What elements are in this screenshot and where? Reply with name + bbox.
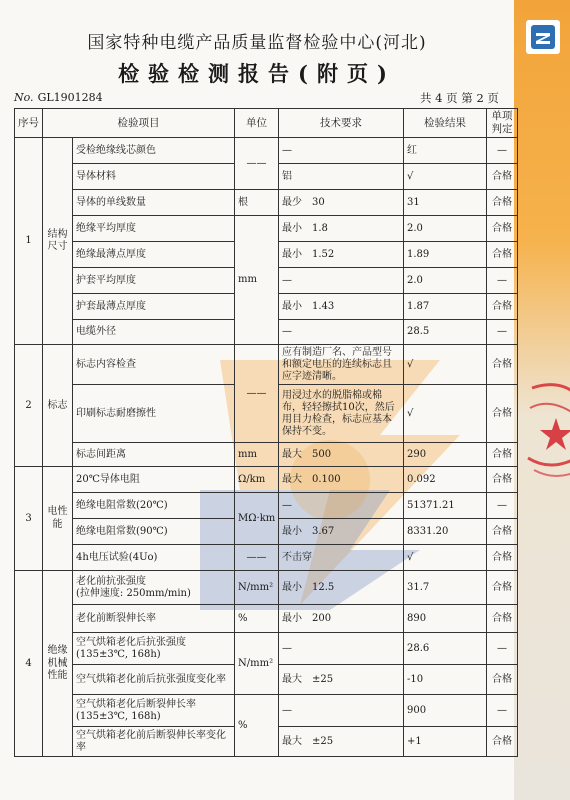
judge-cell: — (487, 695, 518, 727)
req-label: — (282, 326, 292, 338)
header-unit: 单位 (235, 109, 279, 138)
category-line: 尺寸 (47, 241, 68, 253)
req-label: 铝 (282, 170, 292, 182)
req-label: 最小 (282, 525, 302, 537)
req-cell (279, 216, 404, 242)
item-line: 空气烘箱老化后抗张强度 (76, 636, 186, 648)
item-cell: 空气烘箱老化前后抗张强度变化率 (73, 665, 235, 695)
unit-cell: —— (235, 138, 279, 190)
table-row (15, 545, 518, 571)
header-seq: 序号 (15, 109, 43, 138)
group-seq: 2 (15, 345, 43, 467)
side-strip (514, 0, 570, 800)
item-cell (73, 571, 235, 605)
req-cell (279, 320, 404, 345)
req-cell (279, 467, 404, 493)
unit-cell: mm (235, 216, 279, 345)
req-label: — (282, 642, 292, 654)
group-category (43, 138, 73, 345)
item-line: (135±3℃, 168h) (76, 710, 161, 722)
req-cell (279, 242, 404, 268)
judge-cell: 合格 (487, 467, 518, 493)
header-judge-line1: 单项 (491, 110, 513, 122)
req-label: 最小 (282, 581, 302, 593)
judge-cell: 合格 (487, 164, 518, 190)
req-cell (279, 727, 404, 757)
result-cell: 51371.21 (404, 493, 487, 519)
category-line: 机械 (47, 657, 68, 669)
unit-cell: 根 (235, 190, 279, 216)
req-label: 最少 (282, 196, 302, 208)
judge-cell: 合格 (487, 727, 518, 757)
header-result: 检验结果 (404, 109, 487, 138)
req-cell (279, 633, 404, 665)
item-line: (135±3℃, 168h) (76, 648, 161, 660)
req-label: 最大 (282, 673, 302, 685)
group-seq: 3 (15, 467, 43, 571)
req-label: — (282, 144, 292, 156)
item-cell: 标志内容检查 (73, 345, 235, 385)
table-row (15, 216, 518, 242)
judge-cell: 合格 (487, 294, 518, 320)
category-line: 电性 (47, 506, 68, 518)
result-cell: 2.0 (404, 216, 487, 242)
req-cell (279, 493, 404, 519)
req-value: 3.67 (312, 525, 335, 537)
req-cell (279, 545, 404, 571)
item-cell: 导体的单线数量 (73, 190, 235, 216)
req-cell (279, 138, 404, 164)
result-cell: 290 (404, 443, 487, 467)
result-cell: -10 (404, 665, 487, 695)
table-row (15, 190, 518, 216)
group-seq: 1 (15, 138, 43, 345)
item-cell: 绝缘电阻常数(90℃) (73, 519, 235, 545)
header-item: 检验项目 (43, 109, 235, 138)
item-cell: 空气烘箱老化前后断裂伸长率变化率 (73, 727, 235, 757)
judge-cell: — (487, 320, 518, 345)
header-judge-line2: 判定 (491, 123, 513, 136)
unit-cell: mm (235, 443, 279, 467)
group-seq: 4 (15, 571, 43, 757)
table-row (15, 633, 518, 665)
item-cell (73, 695, 235, 727)
result-cell: 1.87 (404, 294, 487, 320)
req-label: 最大 (282, 735, 302, 747)
result-cell: 900 (404, 695, 487, 727)
req-label: — (282, 499, 292, 511)
header-judge (487, 109, 518, 138)
unit-cell: —— (235, 545, 279, 571)
result-cell: 8331.20 (404, 519, 487, 545)
req-cell (279, 695, 404, 727)
req-value: 30 (312, 196, 325, 208)
result-cell: √ (404, 345, 487, 385)
table-row (15, 467, 518, 493)
header-req: 技术要求 (279, 109, 404, 138)
item-cell: 老化前断裂伸长率 (73, 605, 235, 633)
result-cell: 31 (404, 190, 487, 216)
req-value: 12.5 (312, 581, 335, 593)
item-cell: 绝缘电阻常数(20℃) (73, 493, 235, 519)
req-label: 最小 (282, 222, 302, 234)
req-label: 最大 (282, 448, 302, 460)
group-category (43, 571, 73, 757)
item-cell: 绝缘最薄点厚度 (73, 242, 235, 268)
req-cell (279, 190, 404, 216)
req-value: ±25 (312, 735, 334, 747)
result-cell: 28.6 (404, 633, 487, 665)
req-cell (279, 294, 404, 320)
result-cell: √ (404, 385, 487, 443)
req-value: 500 (312, 448, 332, 460)
req-cell (279, 605, 404, 633)
inspection-table (14, 108, 518, 757)
report-no-label: No. (14, 91, 34, 104)
item-line: (拉伸速度: 250mm/min) (76, 587, 191, 599)
req-cell: 应有制造厂名、产品型号和额定电压的连续标志且应字迹清晰。 (279, 345, 404, 385)
org-name: 国家特种电缆产品质量监督检验中心(河北) (87, 33, 427, 53)
result-cell: 28.5 (404, 320, 487, 345)
req-label: 不击穿 (282, 551, 312, 563)
req-value: 1.52 (312, 248, 335, 260)
req-value: 200 (312, 612, 332, 624)
item-line: 老化前抗张强度 (76, 575, 146, 587)
table-row (15, 493, 518, 519)
req-cell (279, 268, 404, 294)
req-cell (279, 665, 404, 695)
category-line: 绝缘 (47, 645, 68, 656)
item-cell: 4h电压试验(4Uo) (73, 545, 235, 571)
req-cell (279, 164, 404, 190)
category-line: 能 (52, 518, 63, 530)
table-row (15, 138, 518, 164)
result-cell: 890 (404, 605, 487, 633)
item-cell: 受检绝缘线芯颜色 (73, 138, 235, 164)
category-line: 性能 (47, 670, 68, 681)
judge-cell: 合格 (487, 519, 518, 545)
report-number (14, 91, 103, 104)
req-label: 最小 (282, 612, 302, 624)
table-row (15, 571, 518, 605)
judge-cell: — (487, 138, 518, 164)
req-label: 最小 (282, 300, 302, 312)
item-cell: 护套最薄点厚度 (73, 294, 235, 320)
unit-cell: Ω/km (235, 467, 279, 493)
req-label: 最大 (282, 473, 302, 485)
result-cell: 红 (404, 138, 487, 164)
item-cell (73, 633, 235, 665)
req-value: ±25 (312, 673, 334, 685)
req-cell (279, 571, 404, 605)
item-cell: 电缆外径 (73, 320, 235, 345)
item-cell: 标志间距离 (73, 443, 235, 467)
req-value: 1.8 (312, 222, 328, 234)
result-cell: √ (404, 545, 487, 571)
table-row (15, 443, 518, 467)
result-cell: 2.0 (404, 268, 487, 294)
result-cell: 1.89 (404, 242, 487, 268)
judge-cell: 合格 (487, 216, 518, 242)
table-row (15, 695, 518, 727)
group-category (43, 467, 73, 571)
judge-cell: — (487, 493, 518, 519)
table-header-row (15, 109, 518, 138)
report-no-value: GL1901284 (37, 91, 103, 104)
judge-cell: 合格 (487, 545, 518, 571)
req-cell (279, 519, 404, 545)
table-row (15, 605, 518, 633)
category-line: 结构 (47, 228, 68, 240)
result-cell: +1 (404, 727, 487, 757)
req-label: — (282, 274, 292, 286)
req-label: 最小 (282, 248, 302, 260)
judge-cell: 合格 (487, 665, 518, 695)
unit-cell: % (235, 605, 279, 633)
judge-cell: — (487, 633, 518, 665)
unit-cell: % (235, 695, 279, 757)
item-cell: 20℃导体电阻 (73, 467, 235, 493)
report-title: 检验检测报告(附页) (118, 61, 396, 86)
item-cell: 印刷标志耐磨擦性 (73, 385, 235, 443)
item-cell: 导体材料 (73, 164, 235, 190)
unit-cell: —— (235, 345, 279, 443)
result-cell: √ (404, 164, 487, 190)
judge-cell: — (487, 268, 518, 294)
judge-cell: 合格 (487, 242, 518, 268)
table-row (15, 345, 518, 385)
item-line: 空气烘箱老化后断裂伸长率 (76, 698, 196, 710)
result-cell: 31.7 (404, 571, 487, 605)
judge-cell: 合格 (487, 190, 518, 216)
judge-cell: 合格 (487, 443, 518, 467)
category-line: 标志 (47, 399, 68, 411)
req-value: 0.100 (312, 473, 341, 485)
req-cell: 用浸过水的脱脂棉或棉布，轻轻擦拭10次，然后用目力检查，标志应基本保持不变。 (279, 385, 404, 443)
group-category (43, 345, 73, 467)
unit-cell: MΩ·km (235, 493, 279, 545)
unit-cell: N/mm² (235, 571, 279, 605)
judge-cell: 合格 (487, 385, 518, 443)
result-cell: 0.092 (404, 467, 487, 493)
unit-cell: N/mm² (235, 633, 279, 695)
req-label: — (282, 704, 292, 716)
item-cell: 绝缘平均厚度 (73, 216, 235, 242)
req-value: 1.43 (312, 300, 335, 312)
judge-cell: 合格 (487, 345, 518, 385)
judge-cell: 合格 (487, 605, 518, 633)
page-info: 共 4 页 第 2 页 (420, 91, 499, 105)
judge-cell: 合格 (487, 571, 518, 605)
company-logo-icon (526, 20, 560, 54)
item-cell: 护套平均厚度 (73, 268, 235, 294)
req-cell (279, 443, 404, 467)
